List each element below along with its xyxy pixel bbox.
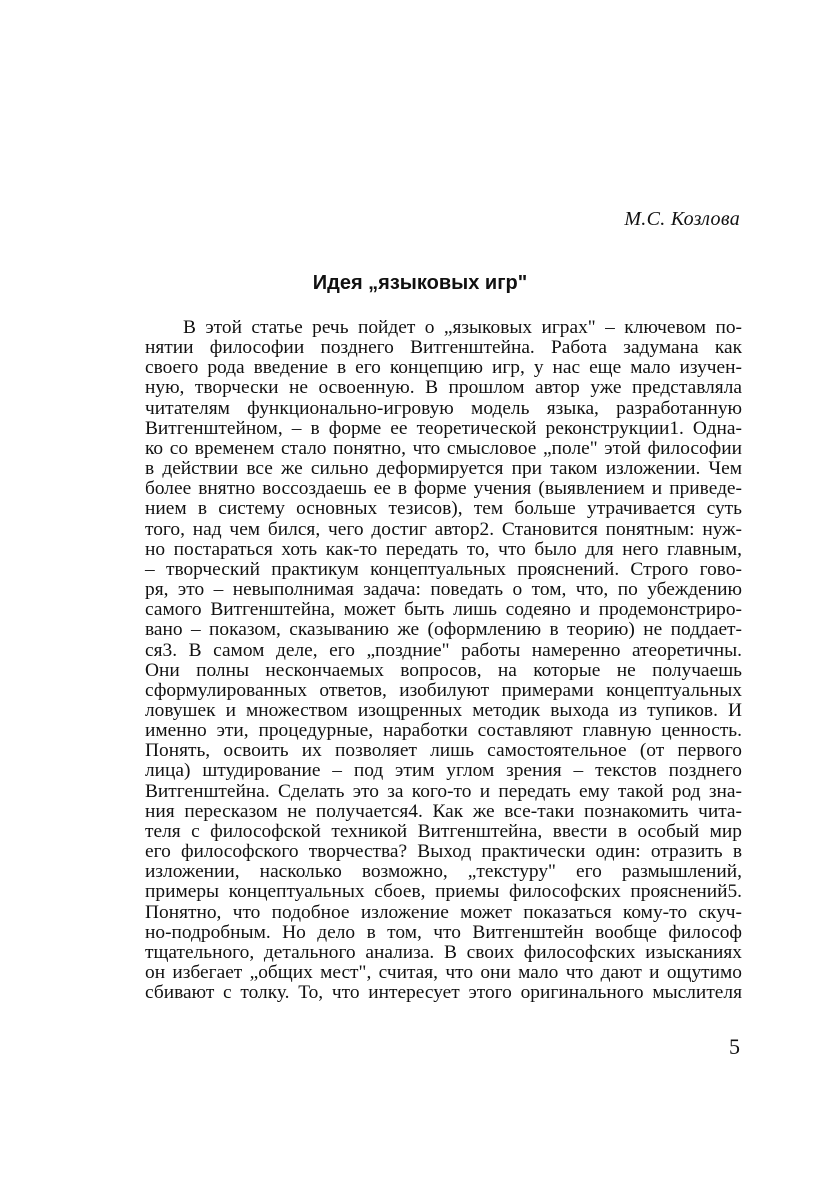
body-line-20: ловушек и множеством изощренных методик выхода из тупиков. И xyxy=(145,699,742,721)
body-line-10: нием в систему основных тезисов), тем больше утрачивается суть xyxy=(145,498,742,520)
body-line-8: в действии все же сильно деформируется при таком изложении. Чем xyxy=(145,458,742,480)
body-line-9: более внятно воссоздаешь ее в форме учения (выявлением и приведе- xyxy=(145,478,742,500)
body-line-13: – творческий практикум концептуальных прояснений. Строго гово- xyxy=(145,558,742,580)
body-line-12: но постараться хоть как-то передать то, что было для него главным, xyxy=(145,538,742,560)
body-line-1: В этой статье речь пойдет о „языковых играх" – ключевом по- xyxy=(183,317,742,338)
article-body xyxy=(145,318,742,1003)
body-line-29: примеры концептуальных сбоев, приемы философских прояснений5. xyxy=(145,881,742,903)
body-line-14: ря, это – невыполнимая задача: поведать о том, что, по убеждению xyxy=(145,579,742,601)
article-title: Идея „языковых игр" xyxy=(312,272,528,294)
author-name: М.С. Козлова xyxy=(624,208,740,230)
body-line-24: Витгенштейна. Сделать это за кого-то и передать ему такой род зна- xyxy=(145,780,742,802)
body-line-17: ся3. В самом деле, его „поздние" работы намеренно атеоретичны. xyxy=(145,639,742,661)
body-line-26: теля с философской техникой Витгенштейна, ввести в особый мир xyxy=(145,820,742,842)
body-line-16: вано – показом, сказыванию же (оформлению в теорию) не поддает- xyxy=(145,619,742,641)
body-line-27: его философского творчества? Выход практически один: отразить в xyxy=(145,841,742,863)
body-line-30: Понятно, что подобное изложение может показаться кому-то скуч- xyxy=(145,901,742,923)
body-line-22: Понять, освоить их позволяет лишь самостоятельное (от первого xyxy=(145,740,742,762)
body-line-31: но-подробным. Но дело в том, что Витгенштейн вообще философ xyxy=(145,921,742,943)
body-line-23: лица) штудирование – под этим углом зрения – текстов позднего xyxy=(145,760,742,782)
body-line-6: Витгенштейном, – в форме ее теоретической реконструкции1. Одна- xyxy=(145,417,742,439)
body-line-15: самого Витгенштейна, может быть лишь содеяно и продемонстриро- xyxy=(145,599,742,621)
body-line-3: своего рода введение в его концепцию игр, у нас еще мало изучен- xyxy=(145,357,742,379)
body-line-25: ния пересказом не получается4. Как же все-таки познакомить чита- xyxy=(145,800,742,822)
body-line-4: ную, творчески не освоенную. В прошлом автор уже представляла xyxy=(145,377,742,399)
page-number: 5 xyxy=(729,1034,740,1059)
body-line-11: того, над чем бился, чего достиг автор2. Становится понятным: нуж- xyxy=(145,518,742,540)
body-line-18: Они полны нескончаемых вопросов, на которые не получаешь xyxy=(145,659,742,681)
body-line-34: сбивают с толку. То, что интересует этого оригинального мыслителя xyxy=(145,982,742,1004)
body-line-32: тщательного, детального анализа. В своих философских изысканиях xyxy=(145,941,742,963)
body-line-28: изложении, насколько возможно, „текстуру" его размышлений, xyxy=(145,861,742,883)
body-line-21: именно эти, процедурные, наработки составляют главную ценность. xyxy=(145,720,742,742)
body-line-5: читателям функционально-игровую модель языка, разработанную xyxy=(145,397,742,419)
body-line-19: сформулированных ответов, изобилуют примерами концептуальных xyxy=(145,679,742,701)
body-line-7: ко со временем стало понятно, что смысловое „поле" этой философии xyxy=(145,437,742,459)
body-line-33: он избегает „общих мест", считая, что они мало что дают и ощутимо xyxy=(145,962,742,983)
body-line-2: нятии философии позднего Витгенштейна. Работа задумана как xyxy=(145,337,742,359)
